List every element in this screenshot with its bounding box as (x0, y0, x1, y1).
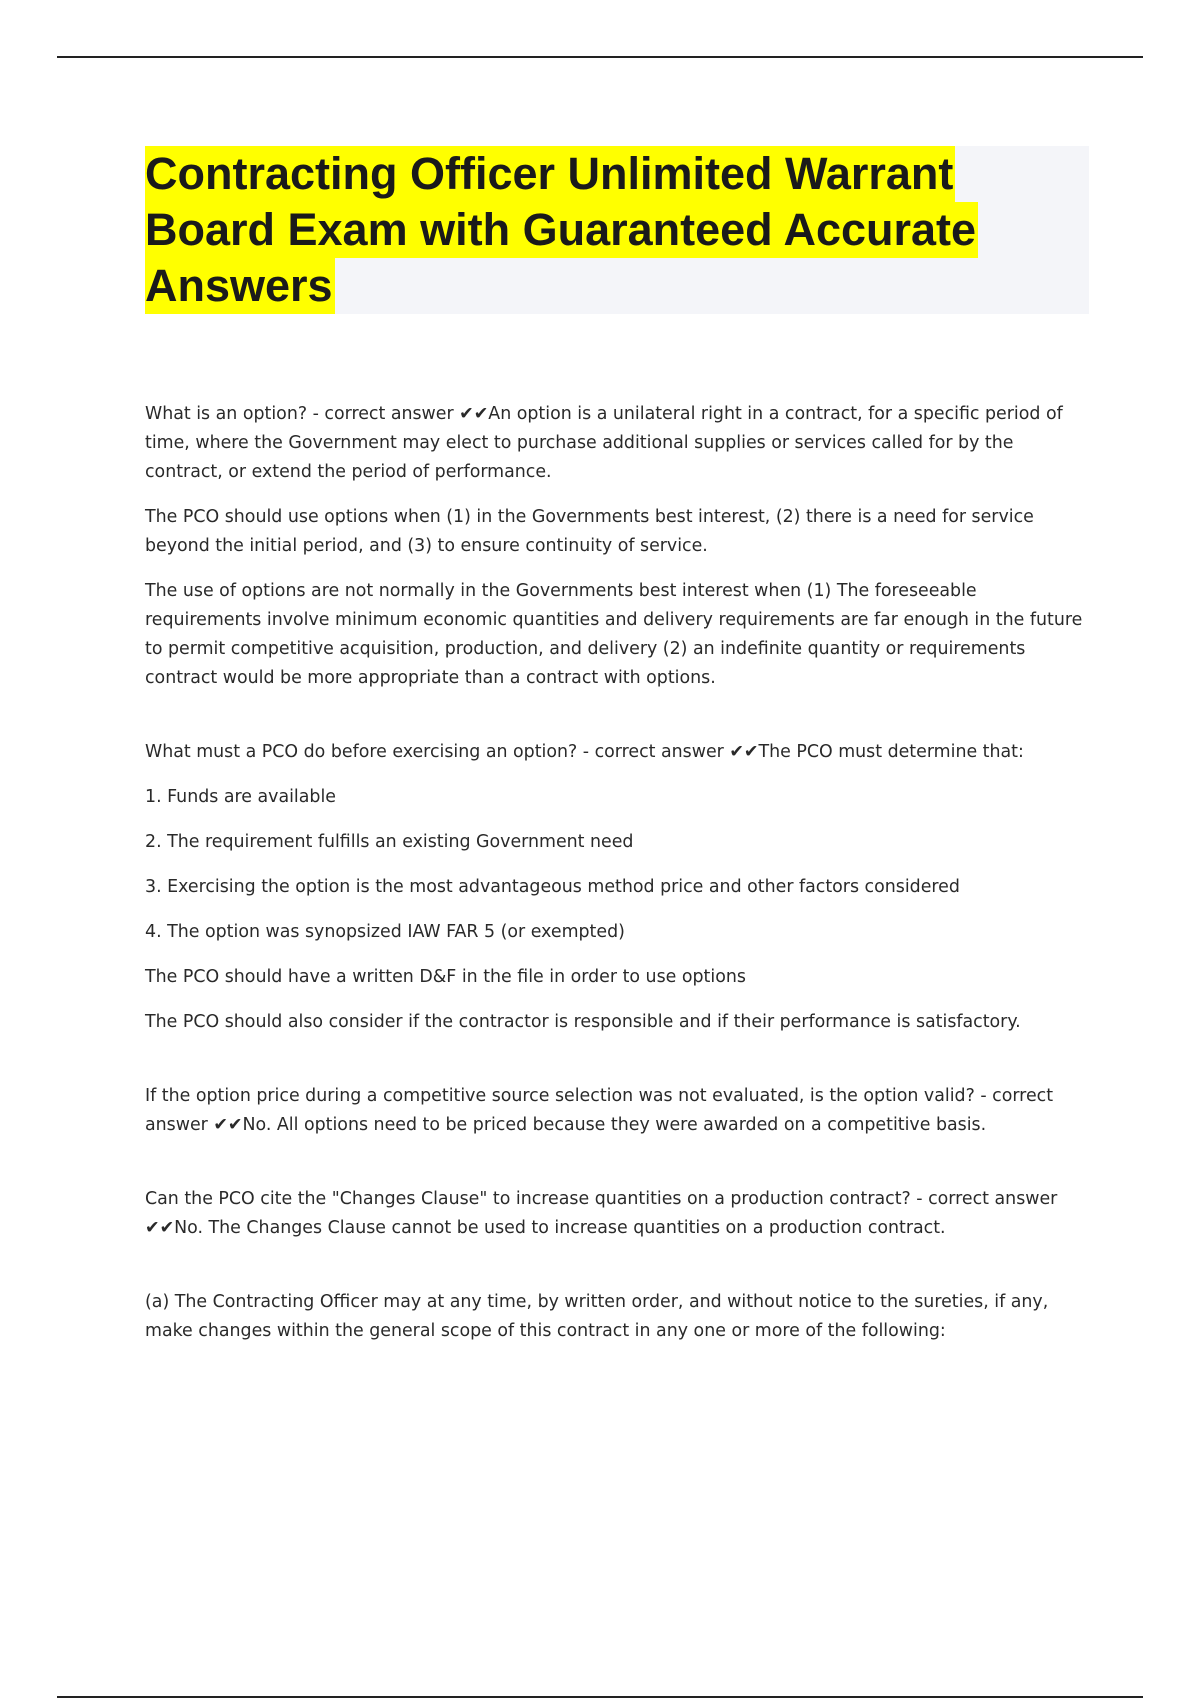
document-title (145, 146, 978, 314)
title-line-2: Board Exam with Guaranteed Accurate (145, 202, 978, 258)
paragraph-option-price-valid: If the option price during a competitive source selection was not evaluated, is the option valid? - correct answer ✔✔No. All options need to be priced because they were awarded on a competitive basis. (145, 1086, 1054, 1135)
paragraph-when-not-to-use-options: The use of options are not normally in the Governments best interest when (1) The foreseeable requirements involve minimum economic quantities and delivery requirements are far enough in the future to permit competitive acquisition, production, and delivery (2) an indefinite quantity or requirements contract would be more appropriate than a contract with options. (145, 581, 1083, 688)
list-item-funds: 1. Funds are available (145, 787, 336, 807)
bottom-rule (57, 1696, 1143, 1698)
list-item-synopsized: 4. The option was synopsized IAW FAR 5 (or exempted) (145, 922, 625, 942)
paragraph-changes-clause: Can the PCO cite the "Changes Clause" to increase quantities on a production contract? - correct answer ✔✔No. The Changes Clause cannot be used to increase quantities on a production contract. (145, 1189, 1058, 1238)
paragraph-before-exercising: What must a PCO do before exercising an option? - correct answer ✔✔The PCO must determine that: (145, 742, 1024, 762)
paragraph-when-to-use-options: The PCO should use options when (1) in the Governments best interest, (2) there is a need for service beyond the initial period, and (3) to ensure continuity of service. (145, 507, 1034, 556)
paragraph-option-definition: What is an option? - correct answer ✔✔An option is a unilateral right in a contract, for a specific period of time, where the Government may elect to purchase additional supplies or services called for by the contract, or extend the period of performance. (145, 404, 1063, 482)
top-rule (57, 56, 1143, 58)
list-item-requirement: 2. The requirement fulfills an existing Government need (145, 832, 634, 852)
paragraph-written-df: The PCO should have a written D&F in the file in order to use options (145, 967, 746, 987)
list-item-advantageous: 3. Exercising the option is the most advantageous method price and other factors considered (145, 877, 960, 897)
title-line-3: Answers (145, 258, 335, 314)
paragraph-contracting-officer-changes: (a) The Contracting Officer may at any time, by written order, and without notice to the sureties, if any, make changes within the general scope of this contract in any one or more of the following: (145, 1292, 1049, 1341)
paragraph-responsible-contractor: The PCO should also consider if the contractor is responsible and if their performance is satisfactory. (145, 1012, 1021, 1032)
title-line-1: Contracting Officer Unlimited Warrant (145, 146, 955, 202)
document-body (145, 400, 1085, 1346)
